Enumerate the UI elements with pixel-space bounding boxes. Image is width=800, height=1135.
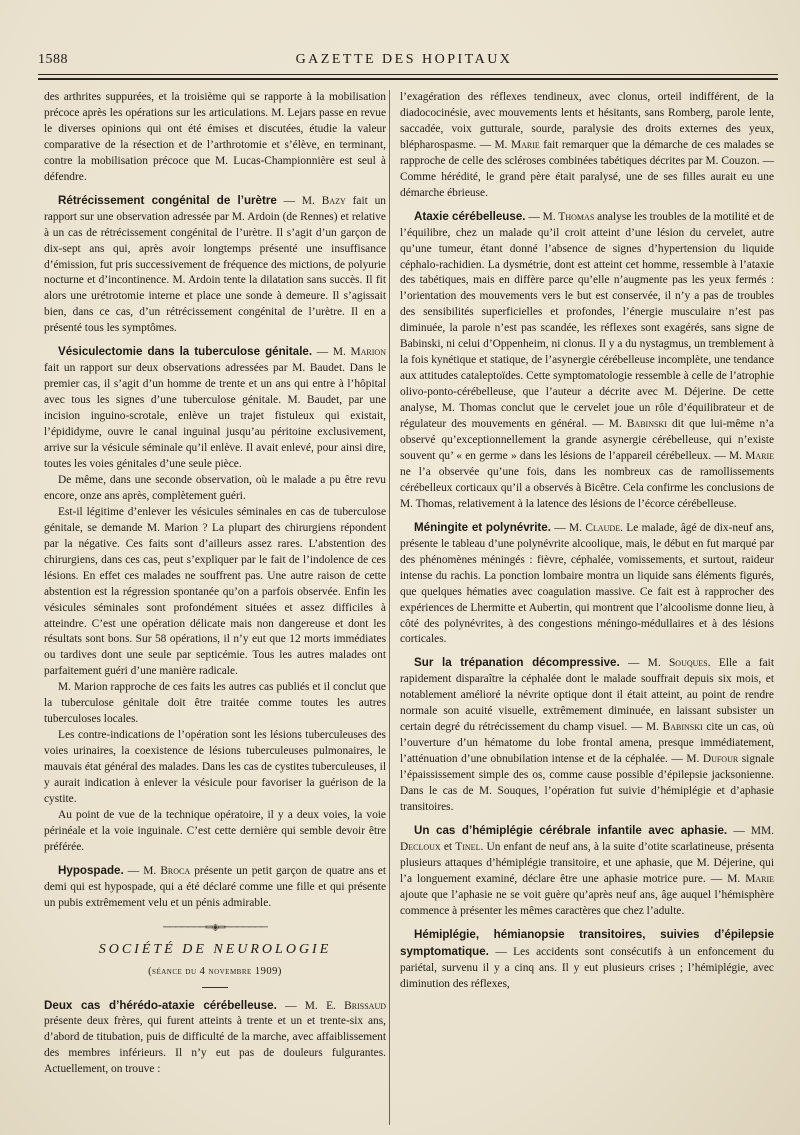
text-span: fait un rapport sur une observation adressée par M. Ardoin (de Rennes) et relative à un cas de rétrécissement congénital de l’urètre. Il s’agit d’un garçon de dix-sept ans qui, après avoir longtemps présenté une insuffisance d’émission, fut pris successivement de fréquence des mictions, de polyurie nocturne et d’incontinence. M. Ardoin tente la dilatation sans succès. Il fit alors une urétrotomie interne et place une sonde à demeure. Il s’agissait bien, dans ce cas, d’un rétrécissement congénital de l’urètre. Il en a présenté tous les symptômes. (44, 194, 386, 335)
text-span: analyse les troubles de la motilité et de l’équilibre, chez un malade qu’il croit atteint d’une lésion du cervelet, autre qu’une tumeur, étant donné l’absence de signes d’hypertension du liquide céphalo-rachidien. La dysmétrie, dont est atteint cet homme, ressemble à l’ataxie des tabétiques, mais en diffère parce qu’elle n’augmente pas les yeux fermés : l’orientation des mouvements vers le but est conservée, il n’y a pas de troubles des sensibilités superficielles et profondes, l’énergie musculaire n’est pas diminuée, la parole n’est pas scandée, les réflexes sont exagérés, sans signe de Babinski, ni celui d’Oppenheim, ni clonus. Il y a du nystagmus, un tremblement à la fois kynétique et statique, de l’asynergie cérébelleuse incomplète, une tendance aux attitudes cataleptoïdes. Cette symptomatologie ressemble à celle de l’atrophie olivo-ponto-cérébelleuse, que l’auteur a décrite avec M. Déjerine. De cette analyse, M. Thomas conclut que le cervelet joue un rôle d’équilibrateur et de régulateur des mouvements en général. — M. (400, 210, 774, 431)
header-rule (38, 74, 778, 75)
short-rule (202, 987, 228, 988)
section-trépanation (400, 655, 774, 816)
author-name: Dufour (702, 753, 739, 766)
section-heading: Rétrécissement congénital de l’urètre (58, 193, 277, 207)
text-span: — MM. (727, 824, 774, 837)
text-span: — M. (619, 657, 669, 670)
section-heading: Hémiplégie, hémianopsie transitoires, suivies d’épilepsie symptomatique. (400, 927, 774, 958)
header-rule-thick (38, 78, 778, 80)
paragraph (400, 90, 774, 202)
text-span: — M. (525, 210, 559, 223)
text-span: cite un cas, où l’ouverture d’un hématome du lobe frontal amena, presque immédiatement, l’atténuation d’une obnubilation intense et de la céphalée. — M. (400, 721, 774, 766)
section-hérédo-ataxie (44, 998, 386, 1079)
author-name: Marion (350, 346, 386, 359)
right-column (400, 90, 774, 992)
text-span: . Un enfant de neuf ans, à la suite d’otite scarlatineuse, présenta plusieurs attaques d’hémiplégie transitoire, et une aphasie, que M. Déjerine, qui l’a longuement examiné, déclare être une aphasie motrice pure. — M. (400, 840, 774, 885)
paragraph: M. Marion rapproche de ces faits les autres cas publiés et il conclut que la tuberculose génitale doit être traitée comme toutes les autres tuberculoses locales. (44, 681, 386, 726)
society-title: SOCIÉTÉ DE NEUROLOGIE (98, 941, 332, 957)
paragraph: Au point de vue de la technique opératoire, il y a deux voies, la voie périnéale et la voie inguinale. C’est cette dernière qui semble devoir être préférée. (44, 808, 386, 853)
ornament-divider: ───────═◈═─────── (162, 921, 268, 933)
author-name: Claude (585, 521, 621, 534)
paragraph: des arthrites suppurées, et la troisième qui se rapporte à la mobilisation précoce après les opérations sur les articulations. M. Lejars passe en revue le diverses opinions qui ont été émises et discutées, étudie la valeur comparative de la résection et de l’arthrotomie et s’élève, en terminant, contre la mobilisation précoce que M. Lucas-Championnière est seul à défendre. (44, 91, 386, 183)
text-span: dit que lui-même n’a observé qu’exceptionnellement la grande asynergie cérébelleuse, qui n’existe souvent qu’ « en germe » dans les lésions de l’appareil cérébelleux. — M. (400, 418, 774, 462)
author-name: Marie (745, 872, 774, 885)
text-span: — M. (276, 194, 322, 207)
text-span: . Le malade, âgé de dix-neuf ans, présente le tableau d’une polynévrite alcoolique, mais, le début en fut marqué par des phénomènes méningés : fièvre, céphalée, vomissements, et surtout, raideur intense du rachis. La ponction lombaire montra un liquide sans éléments figurés, que quelques hématies avec coagulation massive. Ce fait est à rapprocher des expériences de Lhermitte et Aubertin, qui montrent que l’alcoolisme donne lieu, à côté des polynévrites, à des congestions méningo-médullaires et à des lésions corticales. (400, 521, 774, 646)
section-heading: Ataxie cérébelleuse. (414, 209, 526, 223)
section-rétrécissement (44, 193, 386, 338)
section-heading: Sur la trépanation décompressive. (414, 656, 620, 670)
text-span: fait un rapport sur deux observations adressées par M. Baudet. Dans le premier cas, il s’agit d’un homme de trente et un ans qui entre à l’hôpital avec tous les signes d’une tuberculose génitale. M. Baudet, par une incision inguino-scrotale, enlève un trajet fistuleux qui existait, l’épididyme, ouvre le canal inguinal jusqu’au péritoine exclusivement, arrive sur la vésicule séminale qu’il enlève. Il avait enlevé, pour ainsi dire, toutes les voies génitales d’une seule pièce. (44, 362, 386, 470)
section-heading: Vésiculectomie dans la tuberculose génitale. (58, 345, 313, 359)
section-hypospade (44, 863, 386, 912)
author-name: Bazy (321, 194, 346, 207)
paragraph: Les contre-indications de l’opération sont les lésions tuberculeuses des voies urinaires, la coexistence de lésions tuberculeuses pulmonaires, le mauvais état général des malades. Dans les cas de cystites tuberculeuses, il y aurait indication à enlever la vésicule pour favoriser la guérison de la cystite. (44, 729, 386, 805)
text-span: — M. (312, 346, 351, 359)
author-name: Broca (160, 864, 191, 877)
column-divider (389, 90, 390, 1125)
text-span: l’exagération des réflexes tendineux, avec clonus, orteil indifférent, de la diadococinésie, avec mouvements lents et hésitants, sans Romberg, parole lente, saccadée, voix gutturale, sourde, paralysie des droits externes des yeux, blépharospasme. — M. (400, 91, 774, 151)
text-span: — Les accidents sont consécutifs à un enfoncement du pariétal, survenu il y a cinq ans. Il y eut plusieurs crises ; l’hémiplégie, avec diminution des réflexes, (400, 945, 774, 990)
session-date: (séance du 4 novembre 1909) (148, 965, 282, 977)
author-name: Babinski (662, 721, 703, 734)
text-span: . Elle a fait rapidement disparaître la céphalée dont le malade souffrait depuis six mois, et notablement amélioré la névrite optique dont il était atteint, au point de rendre normale son acuité visuelle, extrêmement diminuée, en laissant subsister un certain degré du rétrécissement du champ visuel. — M. (400, 657, 774, 734)
author-name: Decloux (400, 840, 441, 853)
section-hémiplégie-transitoire (400, 927, 774, 993)
section-heading: Méningite et polynévrite. (414, 520, 551, 534)
author-name: Marie (745, 449, 774, 462)
paragraph: Est-il légitime d’enlever les vésicules séminales en cas de tuberculose génitale, se demande M. Marion ? La plupart des chirurgiens répondent par la négative. Ces faits sont d’ailleurs assez rares. L’abstention des chirurgiens, dans ces cas, peut s’expliquer par le fait de l’indolence de ces lésions. En effet ces malades ne souffrent pas. Une autre raison de cette abstention est la régression spontanée qu’on a parfois observée. Enfin les vésicules séminales sont profondément situées et assez difficiles à atteindre. C’est une opération délicate mais non dangereuse et dont les résultats sont bons. Sur 58 opérations, il n’y eut que 12 morts immédiates ou tardives dont une seule par septicémie. Tous les autres malades ont parfaitement guéri d’une manière radicale. (44, 505, 386, 678)
section-ataxie (400, 209, 774, 513)
text-span: — M. (550, 521, 586, 534)
author-name: Babinski (626, 418, 667, 431)
text-span: et (440, 840, 456, 853)
text-span: fait remarquer que la démarche de ces malades se rapproche de celle des scléroses combinées tabétiques décrites par M. Couzon. — Comme hérédité, le grand père était paralysé, une de ses filles aurait eu une démarche ébrieuse. (400, 138, 774, 199)
section-heading: Un cas d’hémiplégie cérébrale infantile avec aphasie. (414, 823, 728, 837)
author-name: Marie (511, 138, 540, 151)
text-span: ajoute que l’aphasie ne se voit guère qu’après neuf ans, âge auquel l’hémisphère commence à présenter les mêmes caractères que chez l’adulte. (400, 888, 774, 917)
text-span: — M. (123, 864, 161, 877)
author-name: Tinel (455, 840, 481, 853)
section-méningite (400, 520, 774, 649)
text-span: signale l’épaississement simple des os, comme cause possible d’épilepsie jacksonienne. Dans le cas de M. Souques, l’opération fut suivie d’hémiplégie et d’aphasie transitoires. (400, 753, 774, 813)
text-span: présente un petit garçon de quatre ans et demi qui est hypospade, qui a été déclaré comme une fille et qui présente un pubis extrêmement velu et un pénis admirable. (44, 864, 386, 909)
left-column (44, 90, 386, 1078)
running-title: GAZETTE DES HOPITAUX (295, 52, 513, 67)
text-span: — M. E. (276, 999, 345, 1012)
paragraph: De même, dans une seconde observation, où le malade a pu être revu encore, onze ans après, complètement guéri. (44, 473, 386, 502)
author-name: Souques (668, 657, 708, 670)
page-number: 1588 (38, 52, 68, 67)
section-vésiculectomie (44, 344, 386, 473)
page-header (30, 52, 778, 74)
text-span: ne l’a observée qu’une fois, dans les nombreux cas de ramollissements cérébelleux corticaux qu’il a observés à Bicêtre. Cela confirme les conclusions de M. Thomas, relativement à la latence des lésions de l’écorce cérébelleuse. (400, 465, 774, 510)
text-span: présente deux frères, qui furent atteints à trente et un et trente-six ans, d’abord de titubation, puis de difficulté de la marche, avec affaiblissement des membres inférieurs. Il n’y eut pas de douleurs fulgurantes. Actuellement, on trouve : (44, 1015, 386, 1076)
author-name: Brissaud (344, 999, 386, 1012)
section-hémiplégie-infantile (400, 823, 774, 920)
author-name: Thomas (558, 210, 595, 223)
section-heading: Deux cas d’hérédo-ataxie cérébelleuse. (44, 998, 277, 1012)
section-heading: Hypospade. (58, 863, 124, 877)
